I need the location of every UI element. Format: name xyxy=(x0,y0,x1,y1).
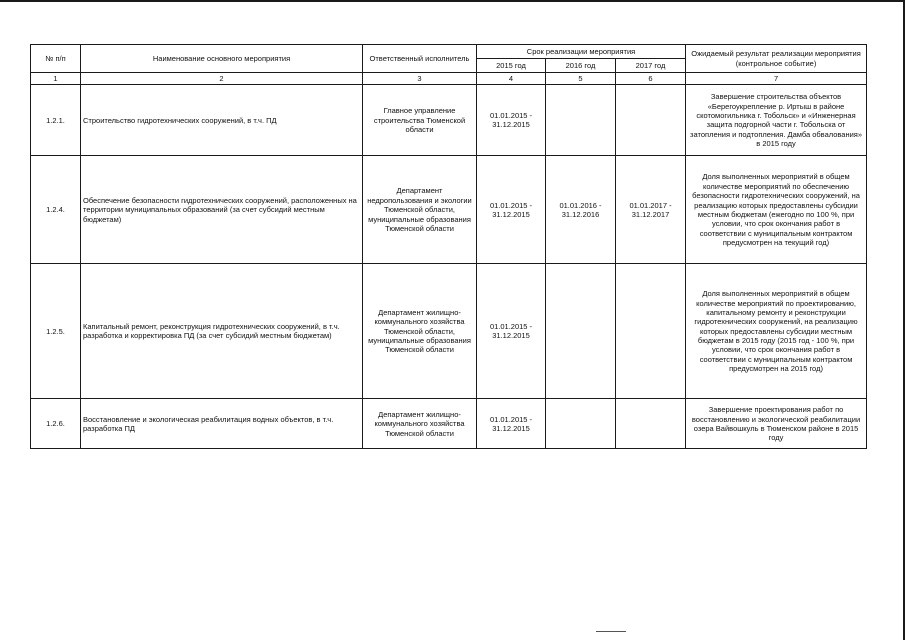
row-number: 1.2.1. xyxy=(31,85,81,156)
row-responsible: Департамент недропользования и экологии Тюменской области, муниципальные образования Тюменской области xyxy=(363,156,477,264)
measures-table xyxy=(30,44,867,449)
header-num: № п/п xyxy=(31,45,81,73)
header-row-1 xyxy=(31,45,867,59)
row-number: 1.2.5. xyxy=(31,264,81,399)
header-period: Срок реализации мероприятия xyxy=(477,45,686,59)
row-measure-name: Строительство гидротехнических сооружений, в т.ч. ПД xyxy=(81,85,363,156)
header-year-2015: 2015 год xyxy=(477,59,546,73)
row-period-2017 xyxy=(616,264,686,399)
table-row xyxy=(31,156,867,264)
column-number: 2 xyxy=(81,73,363,85)
row-responsible: Департамент жилищно-коммунального хозяйства Тюменской области, муниципальные образования Тюменской области xyxy=(363,264,477,399)
row-period-2016 xyxy=(546,85,616,156)
column-number: 3 xyxy=(363,73,477,85)
header-year-2016: 2016 год xyxy=(546,59,616,73)
scan-artifact xyxy=(596,631,626,632)
row-responsible: Департамент жилищно-коммунального хозяйства Тюменской области xyxy=(363,399,477,449)
table-row xyxy=(31,85,867,156)
header-responsible: Ответственный исполнитель xyxy=(363,45,477,73)
row-expected-result: Завершение строительства объектов «Берегоукрепление р. Иртыш в районе скотомогильника г. Тобольск» и «Инженерная защита подгорной части г. Тобольска от затопления и подтопления. Дамба обвалования» в 2015 году xyxy=(686,85,867,156)
column-number-row xyxy=(31,73,867,85)
column-number: 5 xyxy=(546,73,616,85)
scan-edge-top xyxy=(0,0,905,2)
row-measure-name: Восстановление и экологическая реабилитация водных объектов, в т.ч. разработка ПД xyxy=(81,399,363,449)
row-expected-result: Завершение проектирования работ по восстановлению и экологической реабилитации озера Вайвошкуль в Тюменском районе в 2015 году xyxy=(686,399,867,449)
table-row xyxy=(31,399,867,449)
row-period-2015: 01.01.2015 - 31.12.2015 xyxy=(477,399,546,449)
header-name: Наименование основного мероприятия xyxy=(81,45,363,73)
column-number: 1 xyxy=(31,73,81,85)
column-number: 7 xyxy=(686,73,867,85)
row-number: 1.2.4. xyxy=(31,156,81,264)
row-period-2017: 01.01.2017 - 31.12.2017 xyxy=(616,156,686,264)
row-expected-result: Доля выполненных мероприятий в общем количестве мероприятий по обеспечению безопасности гидротехнических сооружений, на реализацию которых предоставлены субсидии местным бюджетам (ежегодно по 100 %, при условии, что срок окончания работ в соответствии с муниципальным контрактом предусмотрен на текущий год) xyxy=(686,156,867,264)
row-period-2015: 01.01.2015 - 31.12.2015 xyxy=(477,264,546,399)
row-measure-name: Капитальный ремонт, реконструкция гидротехнических сооружений, в т.ч. разработка и корректировка ПД (за счет субсидий местным бюджетам) xyxy=(81,264,363,399)
row-measure-name: Обеспечение безопасности гидротехнических сооружений, расположенных на территории муниципальных образований (за счет субсидий местным бюджетам) xyxy=(81,156,363,264)
row-responsible: Главное управление строительства Тюменской области xyxy=(363,85,477,156)
row-period-2017 xyxy=(616,399,686,449)
column-number: 6 xyxy=(616,73,686,85)
row-period-2016: 01.01.2016 - 31.12.2016 xyxy=(546,156,616,264)
row-expected-result: Доля выполненных мероприятий в общем количестве мероприятий по проектированию, капитальному ремонту и реконструкции гидротехнических сооружений, на реализацию которых предоставлены субсидии местным бюджетам в 2015 году (2015 год - 100 %, при условии, что срок окончания работ в соответствии с муниципальным контрактом предусмотрен на 2015 год) xyxy=(686,264,867,399)
header-year-2017: 2017 год xyxy=(616,59,686,73)
header-result: Ожидаемый результат реализации мероприятия (контрольное событие) xyxy=(686,45,867,73)
table-row xyxy=(31,264,867,399)
row-period-2016 xyxy=(546,264,616,399)
row-period-2015: 01.01.2015 - 31.12.2015 xyxy=(477,156,546,264)
row-period-2016 xyxy=(546,399,616,449)
row-period-2015: 01.01.2015 - 31.12.2015 xyxy=(477,85,546,156)
row-number: 1.2.6. xyxy=(31,399,81,449)
column-number: 4 xyxy=(477,73,546,85)
row-period-2017 xyxy=(616,85,686,156)
